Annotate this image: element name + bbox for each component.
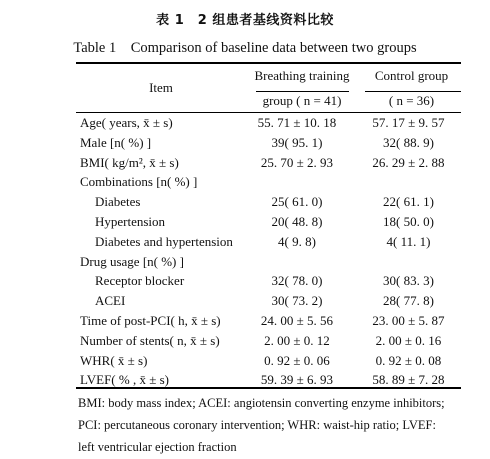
header-group1-line1: Breathing training	[254, 68, 350, 83]
table-row	[76, 212, 461, 232]
header-subrule-group2	[365, 91, 461, 92]
row-value-breathing-group: 30( 73. 2)	[271, 293, 323, 309]
row-value-control-group: 30( 83. 3)	[383, 273, 434, 289]
row-value-control-group: 26. 29 ± 2. 88	[372, 154, 445, 170]
row-value-control-group: 18( 50. 0)	[383, 214, 434, 229]
table-row	[76, 291, 461, 311]
row-value-control-group: 4( 11. 1)	[386, 233, 431, 249]
row-value-breathing-group: 55. 71 ± 10. 18	[257, 115, 337, 130]
table-caption-english: Table 1 Comparison of baseline data between two groups	[73, 40, 417, 56]
table-row	[76, 113, 461, 133]
row-value-control-group: 2. 00 ± 0. 16	[375, 332, 442, 348]
row-value-breathing-group: 2. 00 ± 0. 12	[264, 332, 330, 348]
table-top-rule	[76, 62, 461, 64]
table-row	[76, 331, 461, 351]
row-value-control-group: 0. 92 ± 0. 08	[375, 352, 442, 368]
header-group2-line2: ( n = 36)	[388, 93, 435, 108]
row-label: Age( years, x̄ ± s)	[80, 115, 173, 130]
row-label: Diabetes	[95, 194, 141, 210]
table-caption-chinese: 表 1 2 组患者基线资料比较	[156, 13, 334, 28]
row-value-control-group: 32( 88. 9)	[383, 134, 434, 150]
row-value-breathing-group: 25( 61. 0)	[271, 194, 323, 210]
row-value-control-group: 28( 77. 8)	[383, 293, 434, 309]
table-row	[76, 232, 461, 252]
table-row	[76, 311, 461, 331]
header-group2-line1: Control group	[374, 68, 449, 83]
row-value-breathing-group: 25. 70 ± 2. 93	[260, 154, 334, 170]
row-value-breathing-group: 20( 48. 8)	[271, 214, 323, 229]
row-value-breathing-group: 32( 78. 0)	[271, 273, 323, 289]
row-value-control-group: 23. 00 ± 5. 87	[372, 313, 445, 328]
row-label: Male [n( %) ]	[80, 134, 152, 150]
row-label: Diabetes and hypertension	[95, 233, 233, 249]
row-label: WHR( x̄ ± s)	[80, 352, 148, 368]
table-row	[76, 133, 461, 153]
row-value-breathing-group: 4( 9. 8)	[278, 233, 316, 249]
row-value-breathing-group: 24. 00 ± 5. 56	[260, 313, 334, 328]
row-value-breathing-group: 39( 95. 1)	[271, 134, 323, 150]
table-row	[76, 153, 461, 173]
table-row	[76, 351, 461, 371]
table-bottom-rule	[76, 387, 461, 389]
table-footnote	[78, 392, 460, 458]
row-label: Drug usage [n( %) ]	[80, 253, 184, 269]
row-label: LVEF( % , x̄ ± s)	[80, 372, 169, 388]
row-value-breathing-group: 0. 92 ± 0. 06	[264, 352, 330, 368]
table-row	[76, 172, 461, 192]
header-item: Item	[149, 80, 173, 95]
row-label: BMI( kg/m², x̄ ± s)	[80, 154, 179, 170]
row-value-control-group: 57. 17 ± 9. 57	[372, 115, 445, 130]
row-label: Combinations [n( %) ]	[80, 174, 198, 190]
row-label: ACEI	[95, 293, 126, 309]
row-value-control-group: 22( 61. 1)	[383, 194, 434, 210]
row-label: Number of stents( n, x̄ ± s)	[80, 332, 220, 348]
footnote-line-3: left ventricular ejection fraction	[78, 440, 237, 454]
table-row	[76, 252, 461, 272]
row-label: Hypertension	[95, 214, 166, 229]
row-label: Time of post-PCI( h, x̄ ± s)	[80, 313, 221, 328]
row-label: Receptor blocker	[95, 273, 185, 289]
footnote-line-1: BMI: body mass index; ACEI: angiotensin converting enzyme inhibitors;	[78, 396, 445, 410]
header-subrule-group1	[256, 91, 349, 92]
table-row	[76, 271, 461, 291]
row-value-control-group: 58. 89 ± 7. 28	[372, 372, 445, 388]
table-row	[76, 192, 461, 212]
row-value-breathing-group: 59. 39 ± 6. 93	[260, 372, 334, 388]
footnote-line-2: PCI: percutaneous coronary intervention; WHR: waist-hip ratio; LVEF:	[78, 418, 436, 432]
header-group1-line2: group ( n = 41)	[262, 93, 342, 108]
